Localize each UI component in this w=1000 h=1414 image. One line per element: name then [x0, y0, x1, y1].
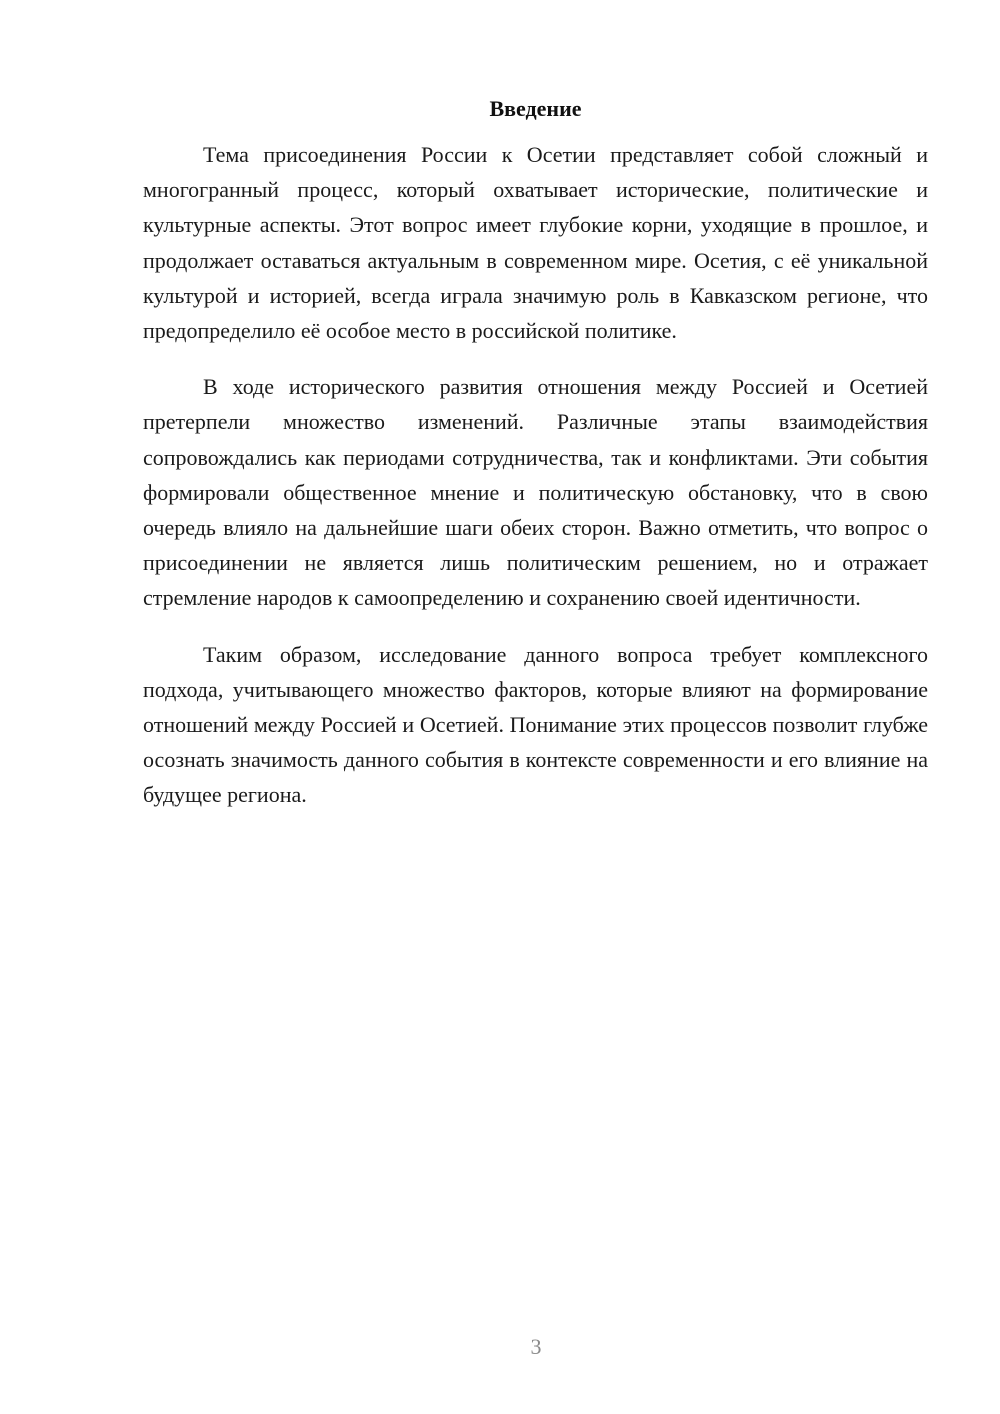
section-heading: Введение [489, 96, 582, 121]
page-number: 3 [530, 1334, 542, 1359]
document-page [143, 94, 928, 834]
paragraph-3: Таким образом, исследование данного вопроса требует комплексного подхода, учитывающего множество факторов, которые влияют на формирование отношений между Россией и Осетией. Понимание этих процессов позволит глубже осознать значимость данного события в контексте современности и его влияние на будущее региона. [143, 641, 928, 808]
paragraph-2: В ходе исторического развития отношения между Россией и Осетией претерпели множество изменений. Различные этапы взаимодействия сопровождались как периодами сотрудничества, так и конфликтами. Эти события формировали общественное мнение и политическую обстановку, что в свою очередь влияло на дальнейшие шаги обеих сторон. Важно отметить, что вопрос о присоединении не является лишь политическим решением, но и отражает стремление народов к самоопределению и сохранению своей идентичности. [143, 374, 928, 611]
paragraph-1: Тема присоединения России к Осетии представляет собой сложный и многогранный процесс, который охватывает исторические, политические и культурные аспекты. Этот вопрос имеет глубокие корни, уходящие в прошлое, и продолжает оставаться актуальным в современном мире. Осетия, с её уникальной культурой и историей, всегда играла значимую роль в Кавказском регионе, что предопределило её особое место в российской политике. [143, 142, 928, 344]
